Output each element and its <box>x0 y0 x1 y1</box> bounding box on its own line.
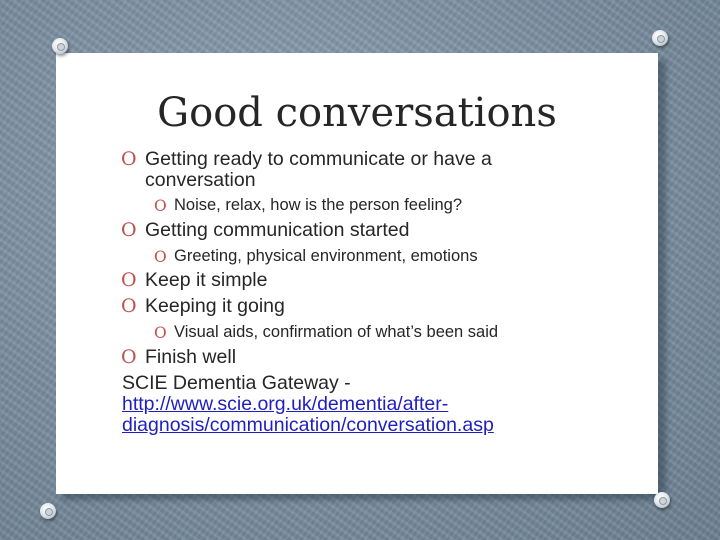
source-label: SCIE Dementia Gateway - <box>122 372 351 394</box>
bullet-marker-icon: O <box>121 148 137 170</box>
bullet-marker-icon: O <box>121 346 137 368</box>
sub-bullet-item <box>154 246 478 266</box>
bullet-marker-icon: O <box>121 269 137 291</box>
bullet-marker-icon: O <box>154 324 167 342</box>
sub-bullet-text: Noise, relax, how is the person feeling? <box>174 196 462 214</box>
slide-title: Good conversations <box>157 90 557 136</box>
bullet-item <box>121 269 268 291</box>
bullet-item <box>121 148 492 191</box>
bullet-marker-icon: O <box>154 197 167 215</box>
source-link[interactable]: http://www.scie.org.uk/dementia/after- <box>122 393 449 415</box>
bullet-text: Finish well <box>145 346 237 368</box>
sub-bullet-text: Greeting, physical environment, emotions <box>174 247 478 265</box>
bullet-text: conversation <box>145 169 256 191</box>
sub-bullet-text: Visual aids, confirmation of what’s been said <box>174 323 499 341</box>
bullet-marker-icon: O <box>121 219 137 241</box>
bullet-marker-icon: O <box>154 248 167 266</box>
bullet-item <box>121 219 410 241</box>
source-link[interactable]: diagnosis/communication/conversation.asp <box>122 414 494 436</box>
bullet-text: Keep it simple <box>145 269 268 291</box>
bullet-item <box>121 295 285 317</box>
sub-bullet-item <box>154 322 499 342</box>
bullet-text: Keeping it going <box>145 295 285 317</box>
bullet-item <box>121 346 237 368</box>
sub-bullet-item <box>154 195 462 215</box>
bullet-text: Getting communication started <box>145 219 410 241</box>
bullet-marker-icon: O <box>121 295 137 317</box>
bullet-text: Getting ready to communicate or have a <box>145 148 492 170</box>
